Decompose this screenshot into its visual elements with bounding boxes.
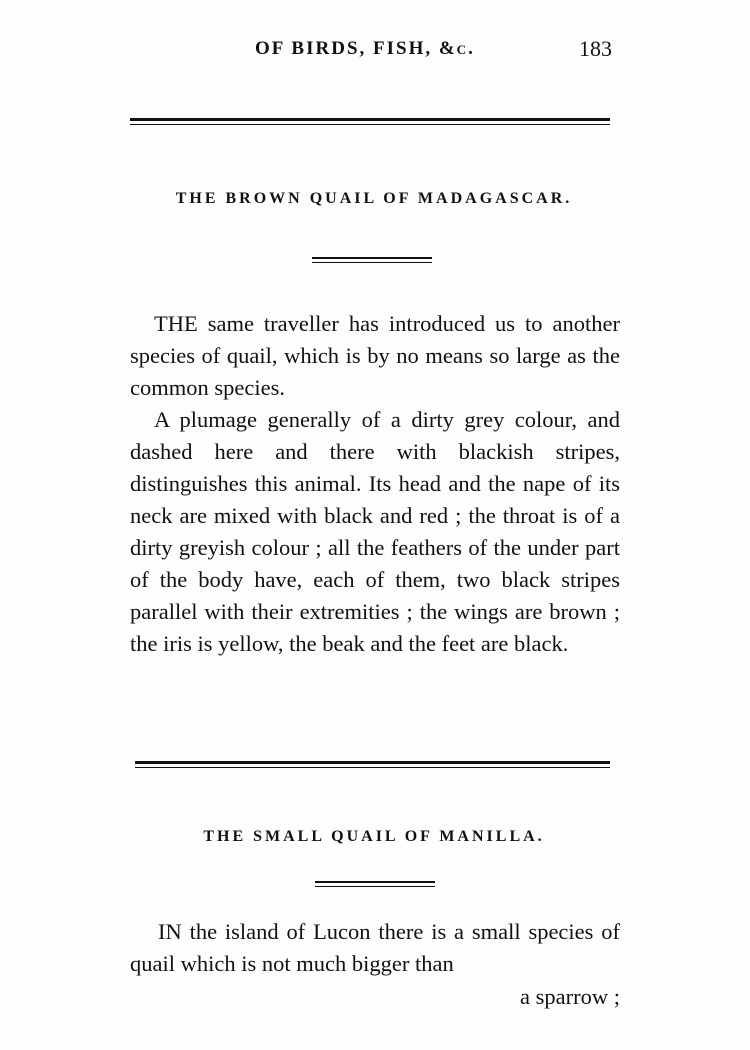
- running-head: [130, 38, 618, 68]
- page-number: 183: [579, 36, 612, 61]
- running-title: OF BIRDS, FISH, &c.: [255, 38, 475, 59]
- paragraph-brown-quail-2: A plumage generally of a dirty grey colour, and dashed here and there with blackish stripes, distinguishes this animal. Its head and the nape of its neck are mixed with black and red ; the throat is of a dirty greyish colour ; all the feathers of the under part of the body have, each of them, two black stripes parallel with their extremities ; the wings are brown ; the iris is yellow, the beak and the feet are black.: [130, 407, 620, 656]
- section-heading-small-quail: THE SMALL QUAIL OF MANILLA.: [203, 828, 545, 845]
- heading-rule-2: [315, 881, 435, 887]
- catchword: a sparrow ;: [520, 984, 620, 1009]
- paragraph-brown-quail-1: THE same traveller has introduced us to another species of quail, which is by no means so large as the common species.: [130, 311, 620, 400]
- paragraph-small-quail-1: IN the island of Lucon there is a small species of quail which is not much bigger than: [130, 919, 620, 976]
- heading-rule-1: [312, 257, 432, 263]
- section-divider-rule: [135, 761, 610, 768]
- section-heading-brown-quail: THE BROWN QUAIL OF MADAGASCAR.: [175, 190, 573, 207]
- header-rule: [130, 118, 610, 125]
